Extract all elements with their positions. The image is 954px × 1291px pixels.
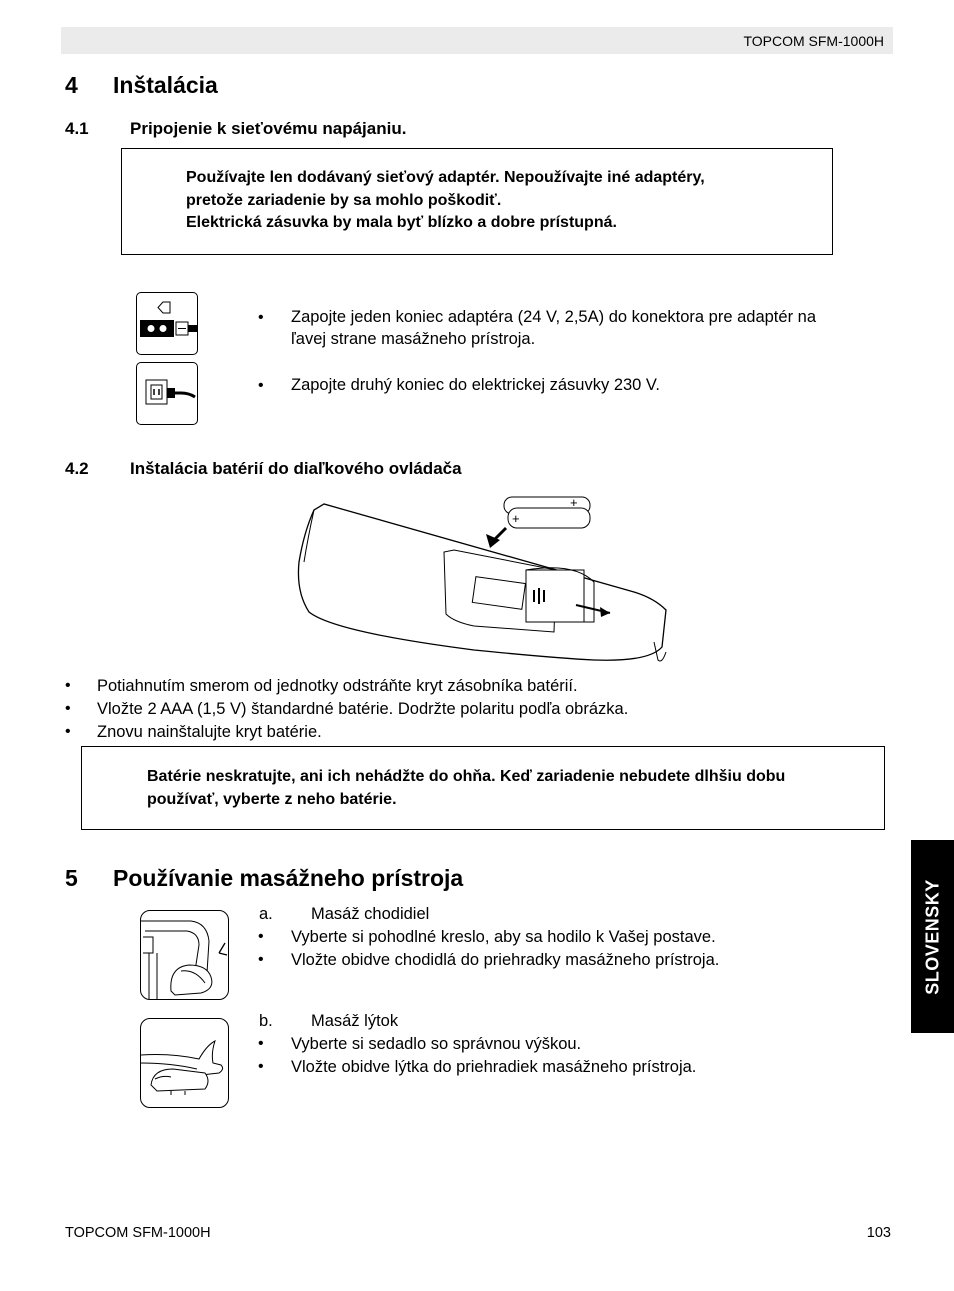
warning-line: Batérie neskratujte, ani ich nehádžte do ohňa. Keď zariadenie nebudete dlhšiu dobu [147, 768, 786, 785]
section-4-heading [65, 72, 465, 102]
subsection-title: Pripojenie k sieťovému napájaniu. [130, 119, 407, 138]
subsection-4-2-heading [65, 459, 665, 481]
section-number: 4 [65, 72, 78, 98]
instruction-text: Zapojte druhý koniec do elektrickej zásuvky 230 V. [291, 376, 661, 394]
language-side-tab [911, 840, 954, 1033]
instruction-text: Vyberte si pohodlné kreslo, aby sa hodilo k Vašej postave. [291, 928, 716, 946]
svg-text:+: + [570, 495, 578, 510]
section-5b-title: Masáž lýtok [311, 1012, 399, 1030]
power-warning-box [121, 148, 833, 255]
foot-massage-illustration [140, 910, 229, 1000]
instruction-text: Vyberte si sedadlo so správnou výškou. [291, 1035, 582, 1053]
instruction-text: Vložte obidve chodidlá do priehradky masážneho prístroja. [291, 951, 720, 969]
instruction-text: ľavej strane masážneho prístroja. [291, 330, 536, 348]
calf-massage-illustration [140, 1018, 229, 1108]
language-label: SLOVENSKY [922, 878, 942, 995]
section-title: Inštalácia [113, 72, 218, 98]
bullet-marker: • [258, 1058, 264, 1075]
header-model: TOPCOM SFM-1000H [743, 33, 884, 49]
bullet-marker: • [65, 700, 71, 717]
instruction-text: Potiahnutím smerom od jednotky odstráňte kryt zásobníka batérií. [97, 677, 578, 695]
section-5b-label: b. [259, 1012, 273, 1030]
power-adapter-icon [136, 292, 198, 355]
section-number: 5 [65, 865, 78, 891]
subsection-4-1-heading [65, 119, 665, 141]
section-5a-label: a. [259, 905, 273, 923]
instruction-text: Vložte 2 AAA (1,5 V) štandardné batérie. Dodržte polaritu podľa obrázka. [97, 700, 629, 718]
warning-line: Elektrická zásuvka by mala byť blízko a dobre prístupná. [186, 214, 617, 231]
subsection-number: 4.1 [65, 119, 89, 138]
subsection-number: 4.2 [65, 459, 89, 478]
bullet-marker: • [65, 677, 71, 694]
warning-line: Používajte len dodávaný sieťový adaptér. Nepoužívajte iné adaptéry, [186, 169, 705, 186]
bullet-marker: • [258, 377, 264, 394]
bullet-marker: • [258, 1035, 264, 1052]
section-5-heading [65, 865, 665, 895]
bullet-marker: • [258, 928, 264, 945]
bullet-marker: • [65, 723, 71, 740]
instruction-text: Vložte obidve lýtka do priehradiek masážneho prístroja. [291, 1058, 697, 1076]
footer-model: TOPCOM SFM-1000H [65, 1225, 211, 1241]
instruction-text: Zapojte jeden koniec adaptéra (24 V, 2,5A) do konektora pre adaptér na [291, 308, 817, 326]
bullet-marker: • [258, 309, 264, 326]
section-5a-title: Masáž chodidiel [311, 905, 430, 923]
remote-battery-illustration [294, 492, 672, 668]
svg-text:+: + [512, 511, 520, 526]
wall-socket-icon [136, 362, 198, 425]
warning-line: používať, vyberte z neho batérie. [147, 790, 397, 808]
section-title: Používanie masážneho prístroja [113, 865, 464, 891]
page-number: 103 [866, 1225, 891, 1241]
warning-line: pretože zariadenie by sa mohlo poškodiť. [186, 191, 502, 209]
battery-warning-box [81, 746, 885, 830]
subsection-title: Inštalácia batérií do diaľkového ovládača [130, 459, 462, 478]
bullet-marker: • [258, 951, 264, 968]
instruction-text: Znovu nainštalujte kryt batérie. [97, 723, 322, 741]
